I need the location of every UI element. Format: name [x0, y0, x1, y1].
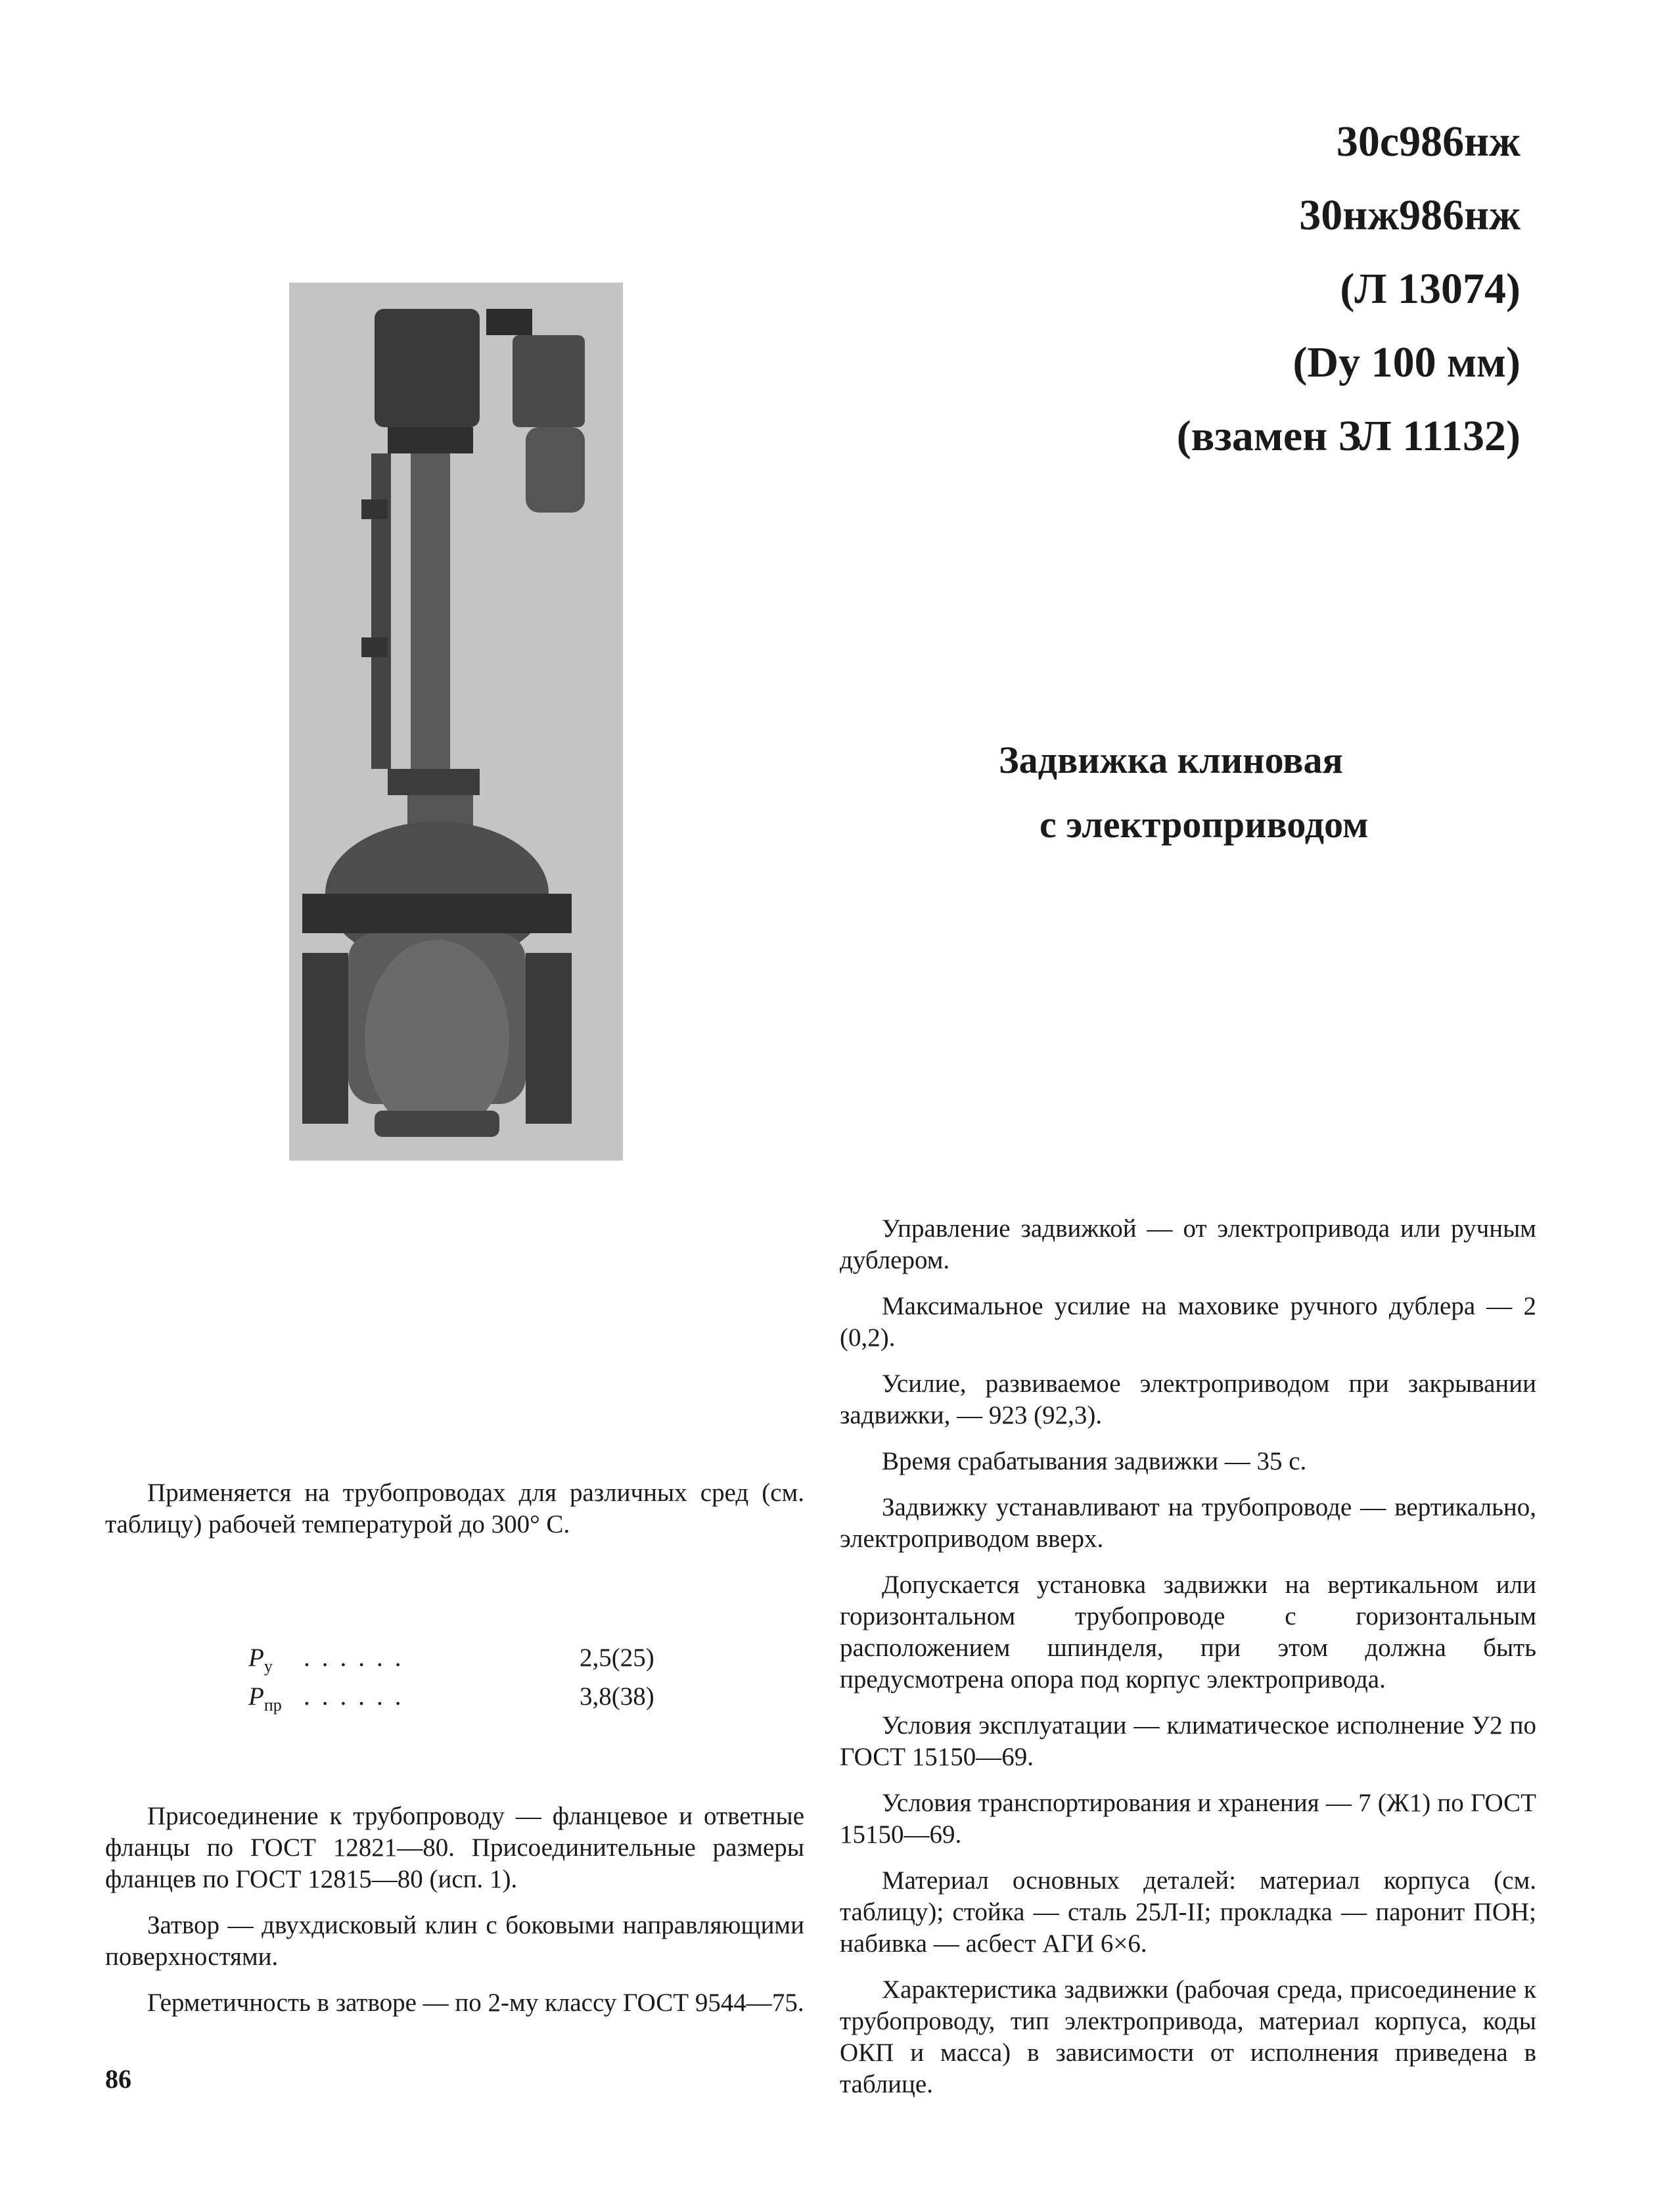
paragraph: Затвор — двухдисковый клин с боковыми направляющими поверхностями.	[105, 1911, 804, 1971]
param-symbol: $P_{пр}$	[248, 1682, 282, 1715]
paragraph: Герметичность в затворе — по 2-му классу ГОСТ 9544—75.	[147, 1989, 804, 2017]
leader-dots: ......	[304, 1682, 413, 1711]
application-text	[105, 1477, 804, 1555]
paragraph: Условия эксплуатации — климатическое исполнение У2 по ГОСТ 15150—69.	[840, 1711, 1536, 1771]
param-row	[248, 1682, 698, 1720]
param-value: 3,8(38)	[580, 1682, 654, 1711]
paragraph: Применяется на трубопроводах для различных сред (см. таблицу) рабочей температурой до 300° С.	[105, 1479, 804, 1538]
param-symbol: $P_у$	[248, 1644, 273, 1676]
paragraph: Материал основных деталей: материал корпуса (см. таблицу); стойка — сталь 25Л-II; прокладка — паронит ПОН; набивка — асбест АГИ 6×6.	[840, 1866, 1536, 1958]
document-title	[999, 728, 1369, 857]
param-row	[248, 1643, 698, 1682]
valve-photo	[289, 283, 623, 1161]
catalog-number: (Л 13074)	[1340, 265, 1520, 313]
paragraph: Управление задвижкой — от электропривода или ручным дублером.	[840, 1214, 1536, 1274]
left-column-text	[105, 1801, 804, 2033]
leader-dots: ......	[304, 1644, 413, 1672]
paragraph: Задвижку устанавливают на трубопроводе — вертикально, электроприводом вверх.	[840, 1493, 1536, 1553]
paragraph: Максимальное усилие на маховике ручного дублера — 2 (0,2).	[840, 1292, 1536, 1352]
title-line: Задвижка клиновая	[999, 739, 1343, 781]
title-line: с электроприводом	[1040, 803, 1369, 846]
paragraph: Присоединение к трубопроводу — фланцевое и ответные фланцы по ГОСТ 12821—80. Присоединительные размеры фланцев по ГОСТ 12815—80 (исп. 1).	[105, 1802, 804, 1893]
paragraph: Усилие, развиваемое электроприводом при закрывании задвижки, — 923 (92,3).	[840, 1370, 1536, 1429]
paragraph: Допускается установка задвижки на вертикальном или горизонтальном трубопроводе с горизонтальным расположением шпинделя, при этом должна быть предусмотрена опора под корпус электропривода.	[840, 1571, 1536, 1694]
paragraph: Время срабатывания задвижки — 35 с.	[882, 1447, 1307, 1475]
paragraph: Условия транспортирования и хранения — 7 (Ж1) по ГОСТ 15150—69.	[840, 1789, 1536, 1849]
param-value: 2,5(25)	[580, 1644, 654, 1672]
product-code: 30с986нж	[1336, 118, 1520, 166]
pressure-params	[248, 1643, 698, 1720]
right-column-text	[840, 1213, 1536, 2115]
page-number: 86	[105, 2064, 131, 2094]
replaces-note: (взамен ЗЛ 11132)	[1176, 412, 1520, 460]
nominal-diameter: (Dу 100 мм)	[1292, 338, 1520, 386]
product-code: 30нж986нж	[1299, 191, 1520, 239]
product-codes	[1177, 105, 1520, 473]
paragraph: Характеристика задвижки (рабочая среда, присоединение к трубопроводу, тип электропривода, материал корпуса, коды ОКП и масса) в зависимости от исполнения приведена в таблице.	[840, 1975, 1536, 2098]
valve-illustration	[289, 283, 623, 1161]
